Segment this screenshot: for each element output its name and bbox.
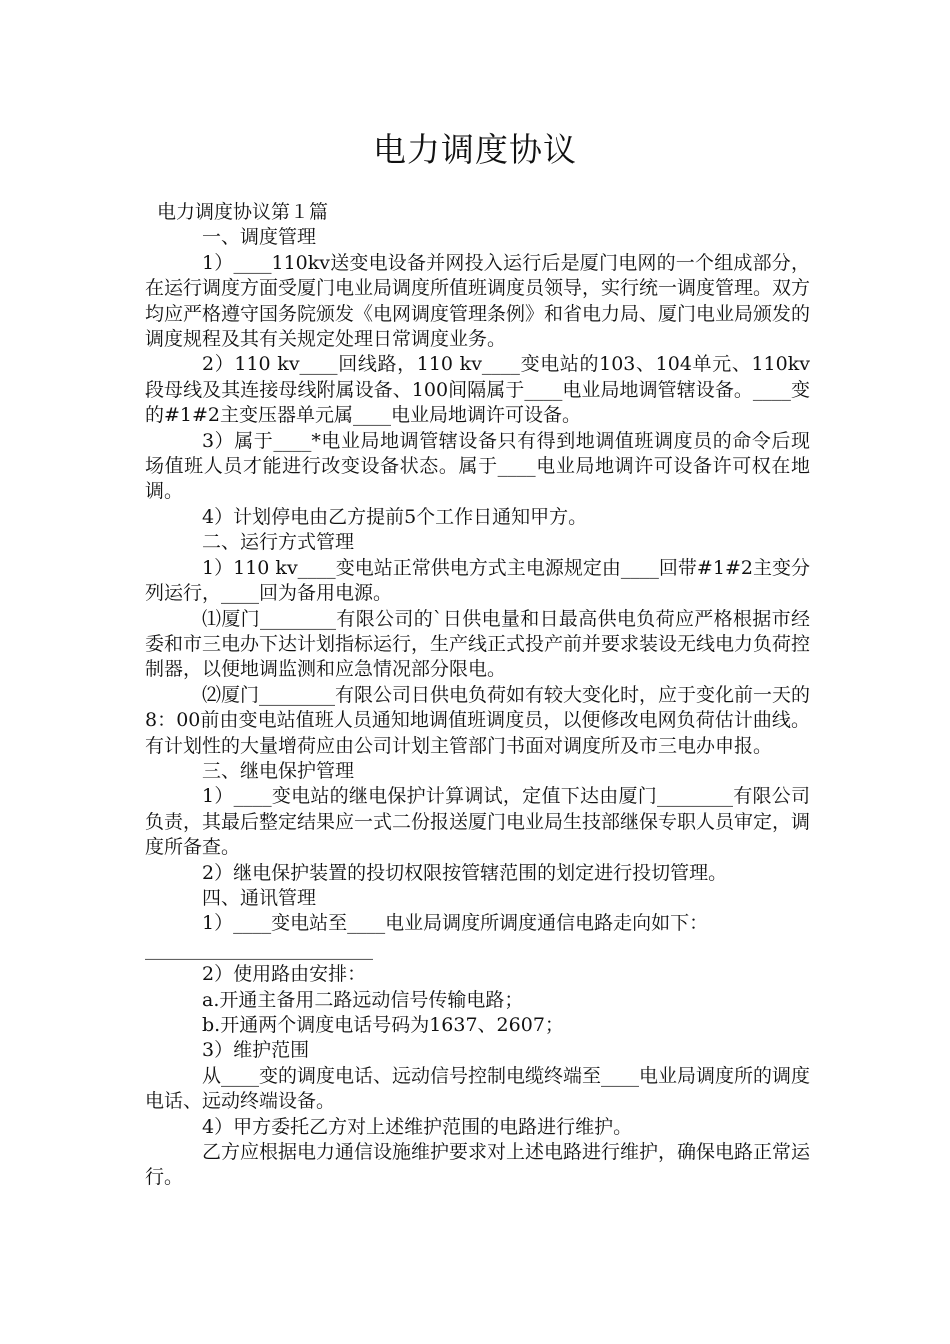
section-heading-communication: 四、通讯管理	[202, 886, 317, 909]
paragraph-relay-1: 1）____变电站的继电保护计算调试，定值下达由厦门________有限公司负责，其最后整定结果应一式二份报送厦门电业局生技部继保专职人员审定，调度所备查。	[145, 785, 811, 859]
paragraph-operation-a: ⑴厦门________有限公司的`日供电量和日最高供电负荷应严格根据市经委和市三电办下达计划指标运行，生产线正式投产前并要求装设无线电力负荷控制器，以便地调监测和应急情况部分限电。	[145, 607, 811, 681]
paragraph-communication-2a: a.开通主备用二路远动信号传输电路；	[202, 988, 524, 1011]
section-heading-part-1: 电力调度协议第１篇	[157, 201, 329, 223]
paragraph-communication-2b: b.开通两个调度电话号码为1637、2607；	[202, 1014, 564, 1036]
paragraph-operation-b: ⑵厦门________有限公司日供电负荷如有较大变化时，应于变化前一天的8：00前由变电站值班人员通知地调值班调度员，以便修改电网负荷估计曲线。有计划性的大量增荷应由公司计划主管部门书面对调度所及市三电办申报。	[145, 683, 811, 757]
document-title: 电力调度协议	[373, 130, 577, 169]
section-heading-dispatch-management: 一、调度管理	[202, 226, 317, 249]
paragraph-communication-3: 3）维护范围	[202, 1039, 310, 1062]
paragraph-maintenance-scope: 从____变的调度电话、远动信号控制电缆终端至____电业局调度所的调度电话、远动终端设备。	[145, 1064, 811, 1113]
paragraph-communication-2: 2）使用路由安排：	[202, 963, 367, 986]
paragraph-dispatch-3: 3）属于____*电业局地调管辖设备只有得到地调值班调度员的命令后现场值班人员才能进行改变设备状态。属于____电业局地调许可设备许可权在地调。	[145, 429, 810, 503]
paragraph-dispatch-2: 2）110 kv____回线路，110 kv____变电站的103、104单元、110kv段母线及其连接母线附属设备、100间隔属于____电业局地调管辖设备。____变的#1#2主变压器单元属____电业局地调许可设备。	[145, 353, 810, 427]
paragraph-dispatch-1: 1）____110kv送变电设备并网投入运行后是厦门电网的一个组成部分，在运行调度方面受厦门电业局调度所值班调度员领导，实行统一调度管理。双方均应严格遵守国务院颁发《电网调度管理条例》和省电力局、厦门电业局颁发的调度规程及其有关规定处理日常调度业务。	[145, 251, 811, 351]
paragraph-communication-1: 1）____变电站至____电业局调度所调度通信电路走向如下：________________________	[145, 912, 709, 960]
paragraph-communication-4: 4）甲方委托乙方对上述维护范围的电路进行维护。	[202, 1115, 633, 1138]
section-heading-operation-mode: 二、运行方式管理	[202, 531, 355, 554]
paragraph-relay-2: 2）继电保护装置的投切权限按管辖范围的划定进行投切管理。	[202, 861, 728, 884]
section-heading-relay-protection: 三、继电保护管理	[202, 759, 355, 782]
paragraph-maintenance-duty: 乙方应根据电力通信设施维护要求对上述电路进行维护，确保电路正常运行。	[145, 1141, 811, 1189]
paragraph-operation-1: 1）110 kv____变电站正常供电方式主电源规定由____回带#1#2主变分列运行，____回为备用电源。	[145, 556, 810, 605]
document-body	[145, 200, 810, 1191]
paragraph-dispatch-4: 4）计划停电由乙方提前5个工作日通知甲方。	[202, 505, 588, 528]
